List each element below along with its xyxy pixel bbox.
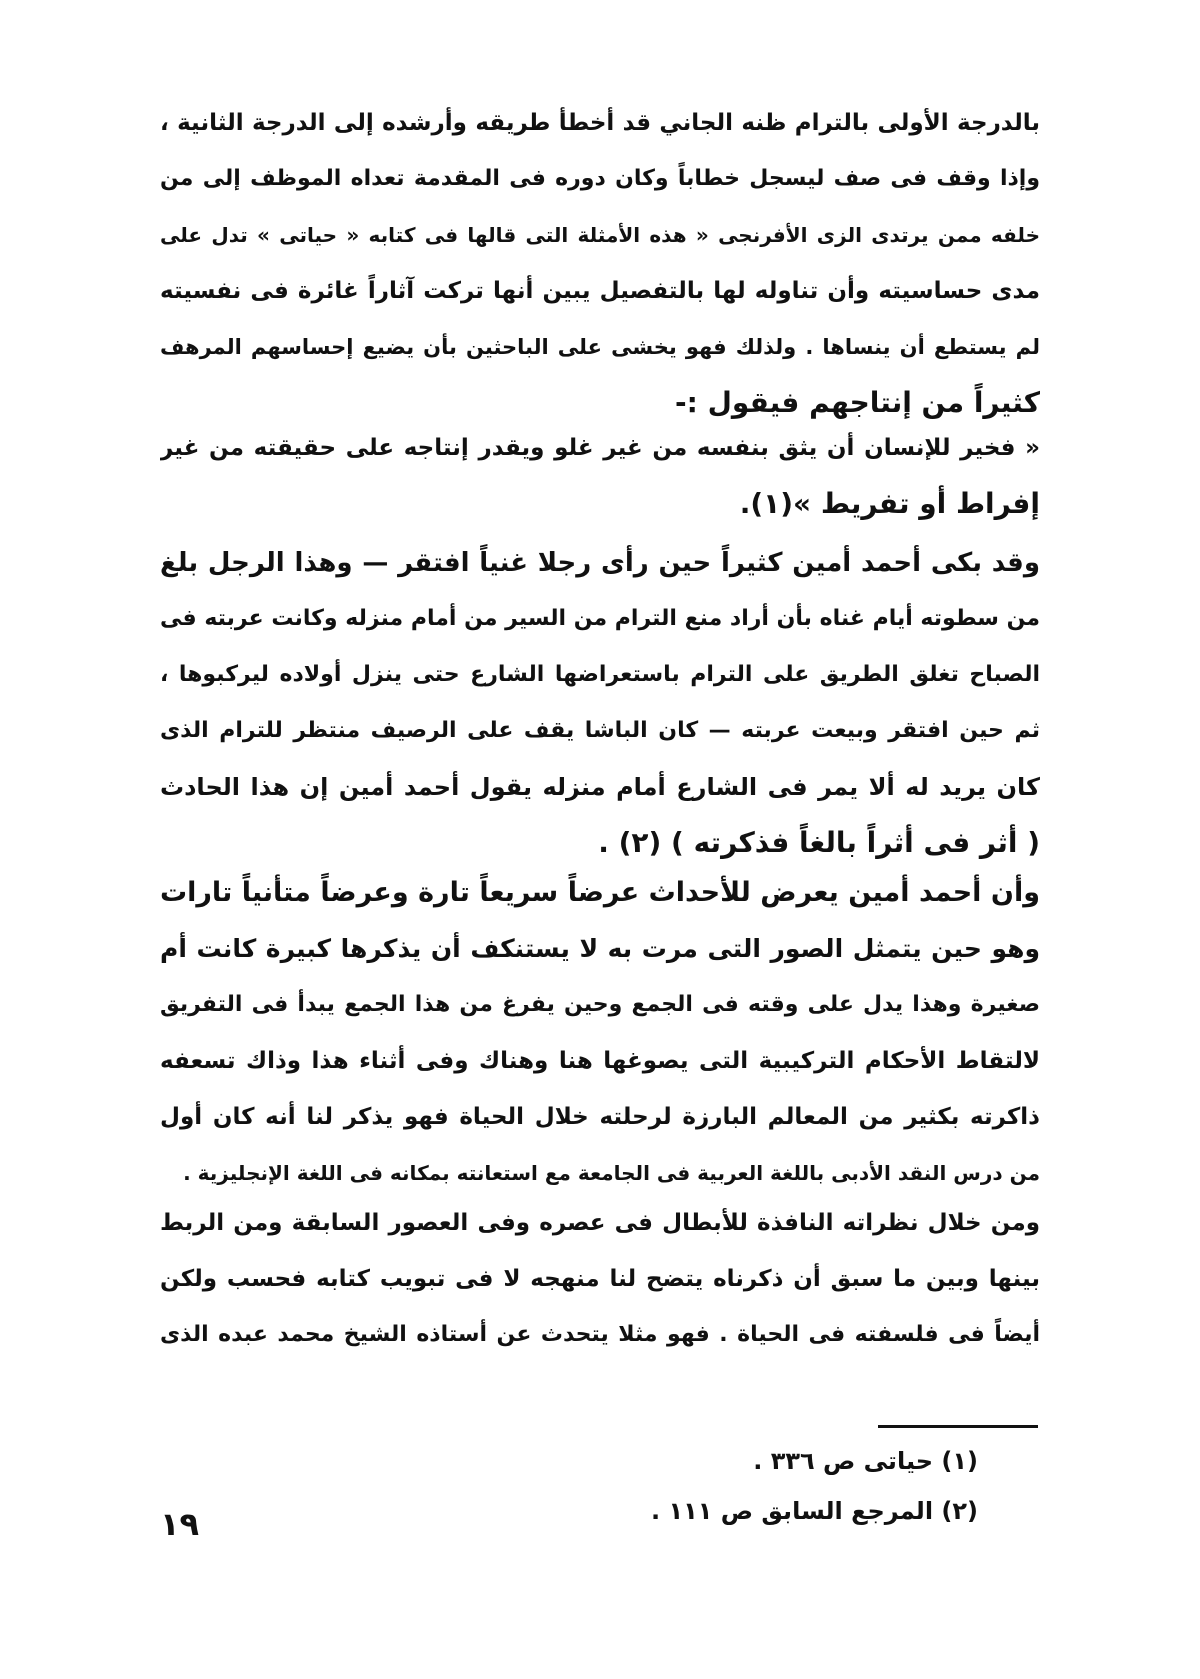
text-line: مدى حساسيته وأن تناوله لها بالتفصيل يبين أنها تركت آثاراً غائرة فى نفسيته — [160, 278, 1040, 304]
text-line: كثيراً من إنتاجهم فيقول :- — [675, 386, 1040, 419]
text-line: « فخير للإنسان أن يثق بنفسه من غير غلو ويقدر إنتاجه على حقيقته من غير — [160, 435, 1040, 461]
paragraph-1 — [160, 95, 1040, 431]
paragraph-3 — [160, 535, 1040, 871]
text-line: بينها وبين ما سبق أن ذكرناه يتضح لنا منهجه لا فى تبويب كتابه فحسب ولكن — [160, 1266, 1040, 1292]
text-line: ومن خلال نظراته النافذة للأبطال فى عصره وفى العصور السابقة ومن الربط — [160, 1210, 1040, 1236]
footnotes — [560, 1436, 978, 1536]
text-line: وهو حين يتمثل الصور التى مرت به لا يستنكف أن يذكرها كبيرة كانت أم — [160, 934, 1040, 963]
text-line: الصباح تغلق الطريق على الترام باستعراضها الشارع حتى ينزل أولاده ليركبوها ، — [160, 662, 1040, 687]
paragraph-4 — [160, 865, 1040, 1201]
text-line: ذاكرته بكثير من المعالم البارزة لرحلته خلال الحياة فهو يذكر لنا أنه كان أول — [160, 1104, 1040, 1130]
text-line: بالدرجة الأولى بالترام ظنه الجاني قد أخطأ طريقه وأرشده إلى الدرجة الثانية ، — [160, 110, 1040, 136]
footnote-divider — [878, 1425, 1038, 1428]
text-line: وإذا وقف فى صف ليسجل خطاباً وكان دوره فى المقدمة تعداه الموظف إلى من — [160, 166, 1040, 191]
footnote-1: (١) حياتى ص ٣٣٦ . — [753, 1447, 978, 1475]
footnote-2: (٢) المرجع السابق ص ١١١ . — [650, 1497, 978, 1525]
text-line: كان يريد له ألا يمر فى الشارع أمام منزله يقول أحمد أمين إن هذا الحادث — [160, 773, 1040, 801]
quote-paragraph — [160, 420, 1040, 532]
text-line: من درس النقد الأدبى باللغة العربية فى الجامعة مع استعانته بمكانه فى اللغة الإنجليزية . — [183, 1161, 1040, 1185]
text-line: وقد بكى أحمد أمين كثيراً حين رأى رجلا غنياً افتقر — وهذا الرجل بلغ — [160, 548, 1040, 578]
text-line: لم يستطع أن ينساها . ولذلك فهو يخشى على الباحثين بأن يضيع إحساسهم المرهف — [160, 335, 1040, 359]
page-number: ١٩ — [160, 1505, 200, 1543]
text-line: صغيرة وهذا يدل على وقته فى الجمع وحين يفرغ من هذا الجمع يبدأ فى التفريق — [160, 992, 1040, 1017]
text-line: أيضاً فى فلسفته فى الحياة . فهو مثلا يتحدث عن أستاذه الشيخ محمد عبده الذى — [160, 1322, 1040, 1347]
text-line: لالتقاط الأحكام التركيبية التى يصوغها هنا وهناك وفى أثناء هذا وذاك تسعفه — [160, 1048, 1040, 1074]
text-line: خلفه ممن يرتدى الزى الأفرنجى « هذه الأمثلة التى قالها فى كتابه « حياتى » تدل على — [160, 223, 1040, 247]
text-line: ( أثر فى أثراً بالغاً فذكرته ) (٢) . — [598, 826, 1040, 859]
paragraph-5 — [160, 1195, 1040, 1363]
text-line: من سطوته أيام غناه بأن أراد منع الترام من السير من أمام منزله وكانت عربته فى — [160, 606, 1040, 631]
text-line: إفراط أو تفريط »(١). — [739, 487, 1040, 520]
text-line: وأن أحمد أمين يعرض للأحداث عرضاً سريعاً تارة وعرضاً متأنياً تارات — [160, 877, 1040, 908]
text-line: ثم حين افتقر وبيعت عربته — كان الباشا يقف على الرصيف منتظر للترام الذى — [160, 718, 1040, 743]
